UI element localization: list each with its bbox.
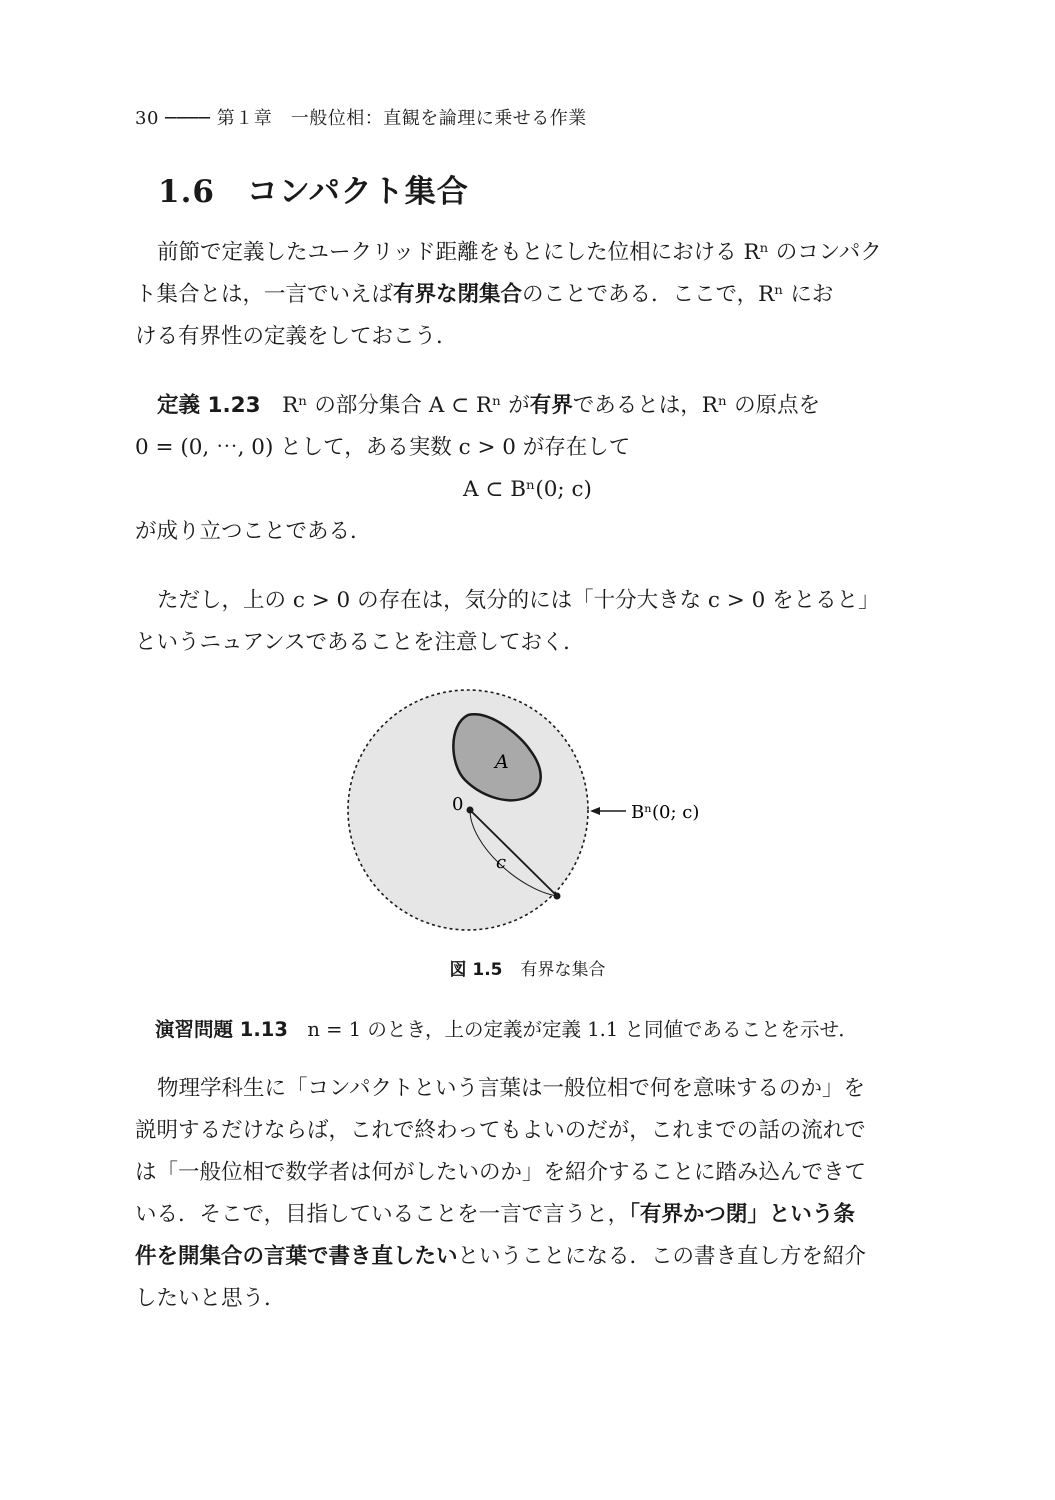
definition-line-2: 0 = (0, ⋯, 0) として，ある実数 c > 0 が存在して [135, 435, 631, 460]
closing-line-6: したいと思う． [135, 1286, 286, 1311]
intro-text: ト集合とは，一言でいえば [135, 282, 394, 307]
definition-line-1 [135, 385, 920, 427]
closing-text: ということになる．この書き直し方を紹介 [457, 1244, 867, 1269]
definition-line-4: が成り立つことである． [135, 519, 372, 544]
remark-line-1: ただし，上の c > 0 の存在は，気分的には「十分大きな c > 0 をとると」 [157, 588, 880, 613]
definition-text: Rⁿ の部分集合 A ⊂ Rⁿ が [282, 393, 530, 418]
remark-line-2: というニュアンスであることを注意しておく． [135, 630, 585, 655]
intro-line-1: 前節で定義したユークリッド距離をもとにした位相における Rⁿ のコンパク [157, 240, 882, 265]
closing-line-5 [135, 1236, 920, 1278]
definition-equation: A ⊂ Bⁿ(0; c) [463, 477, 592, 502]
intro-line-3: ける有界性の定義をしておこう． [135, 324, 458, 349]
set-a-label: A [495, 751, 509, 773]
closing-paragraph [135, 1068, 920, 1320]
intro-paragraph [135, 232, 920, 358]
exercise-label: 演習問題 1.13 [155, 1018, 288, 1041]
arrow-icon [590, 807, 600, 815]
ball-label: Bⁿ(0; c) [631, 802, 700, 823]
figure-caption-text: 有界な集合 [520, 960, 606, 980]
emphasis-bounded: 有界 [529, 393, 573, 418]
figure-caption [0, 955, 1055, 980]
closing-line-4 [135, 1194, 920, 1236]
closing-text: いる．そこで，目指していることを一言で言うと， [135, 1202, 630, 1227]
exercise-text: n = 1 のとき，上の定義が定義 1.1 と同値であることを示せ． [307, 1018, 858, 1041]
bounded-set-figure [330, 680, 730, 940]
remark-paragraph [135, 580, 920, 664]
origin-label: 0 [452, 794, 464, 815]
emphasis-bounded-closed-set: 有界な閉集合 [393, 282, 523, 307]
emphasis-bounded-and-closed: 「有界かつ閉」という条 [629, 1202, 855, 1227]
intro-text: のことである．ここで，Rⁿ にお [522, 282, 834, 307]
closing-line-3: は「一般位相で数学者は何がしたいのか」を紹介することに踏み込んできて [135, 1160, 867, 1185]
emphasis-rewrite: 件を開集合の言葉で書き直したい [135, 1244, 458, 1269]
definition-block [135, 385, 920, 553]
closing-line-1: 物理学科生に「コンパクトという言葉は一般位相で何を意味するのか」を [157, 1076, 865, 1101]
intro-line-2 [135, 274, 920, 316]
closing-line-2: 説明するだけならば，これで終わってもよいのだが，これまでの話の流れで [135, 1118, 866, 1143]
exercise-block [155, 1014, 858, 1042]
definition-text: であるとは，Rⁿ の原点を [572, 393, 821, 418]
radius-label: c [496, 852, 507, 873]
running-head: 30 ──── 第１章 一般位相：直観を論理に乗せる作業 [135, 108, 587, 129]
figure-caption-label: 図 1.5 [449, 960, 503, 980]
boundary-point [554, 893, 561, 900]
section-title: 1.6 コンパクト集合 [158, 174, 469, 210]
definition-label: 定義 1.23 [157, 393, 261, 418]
